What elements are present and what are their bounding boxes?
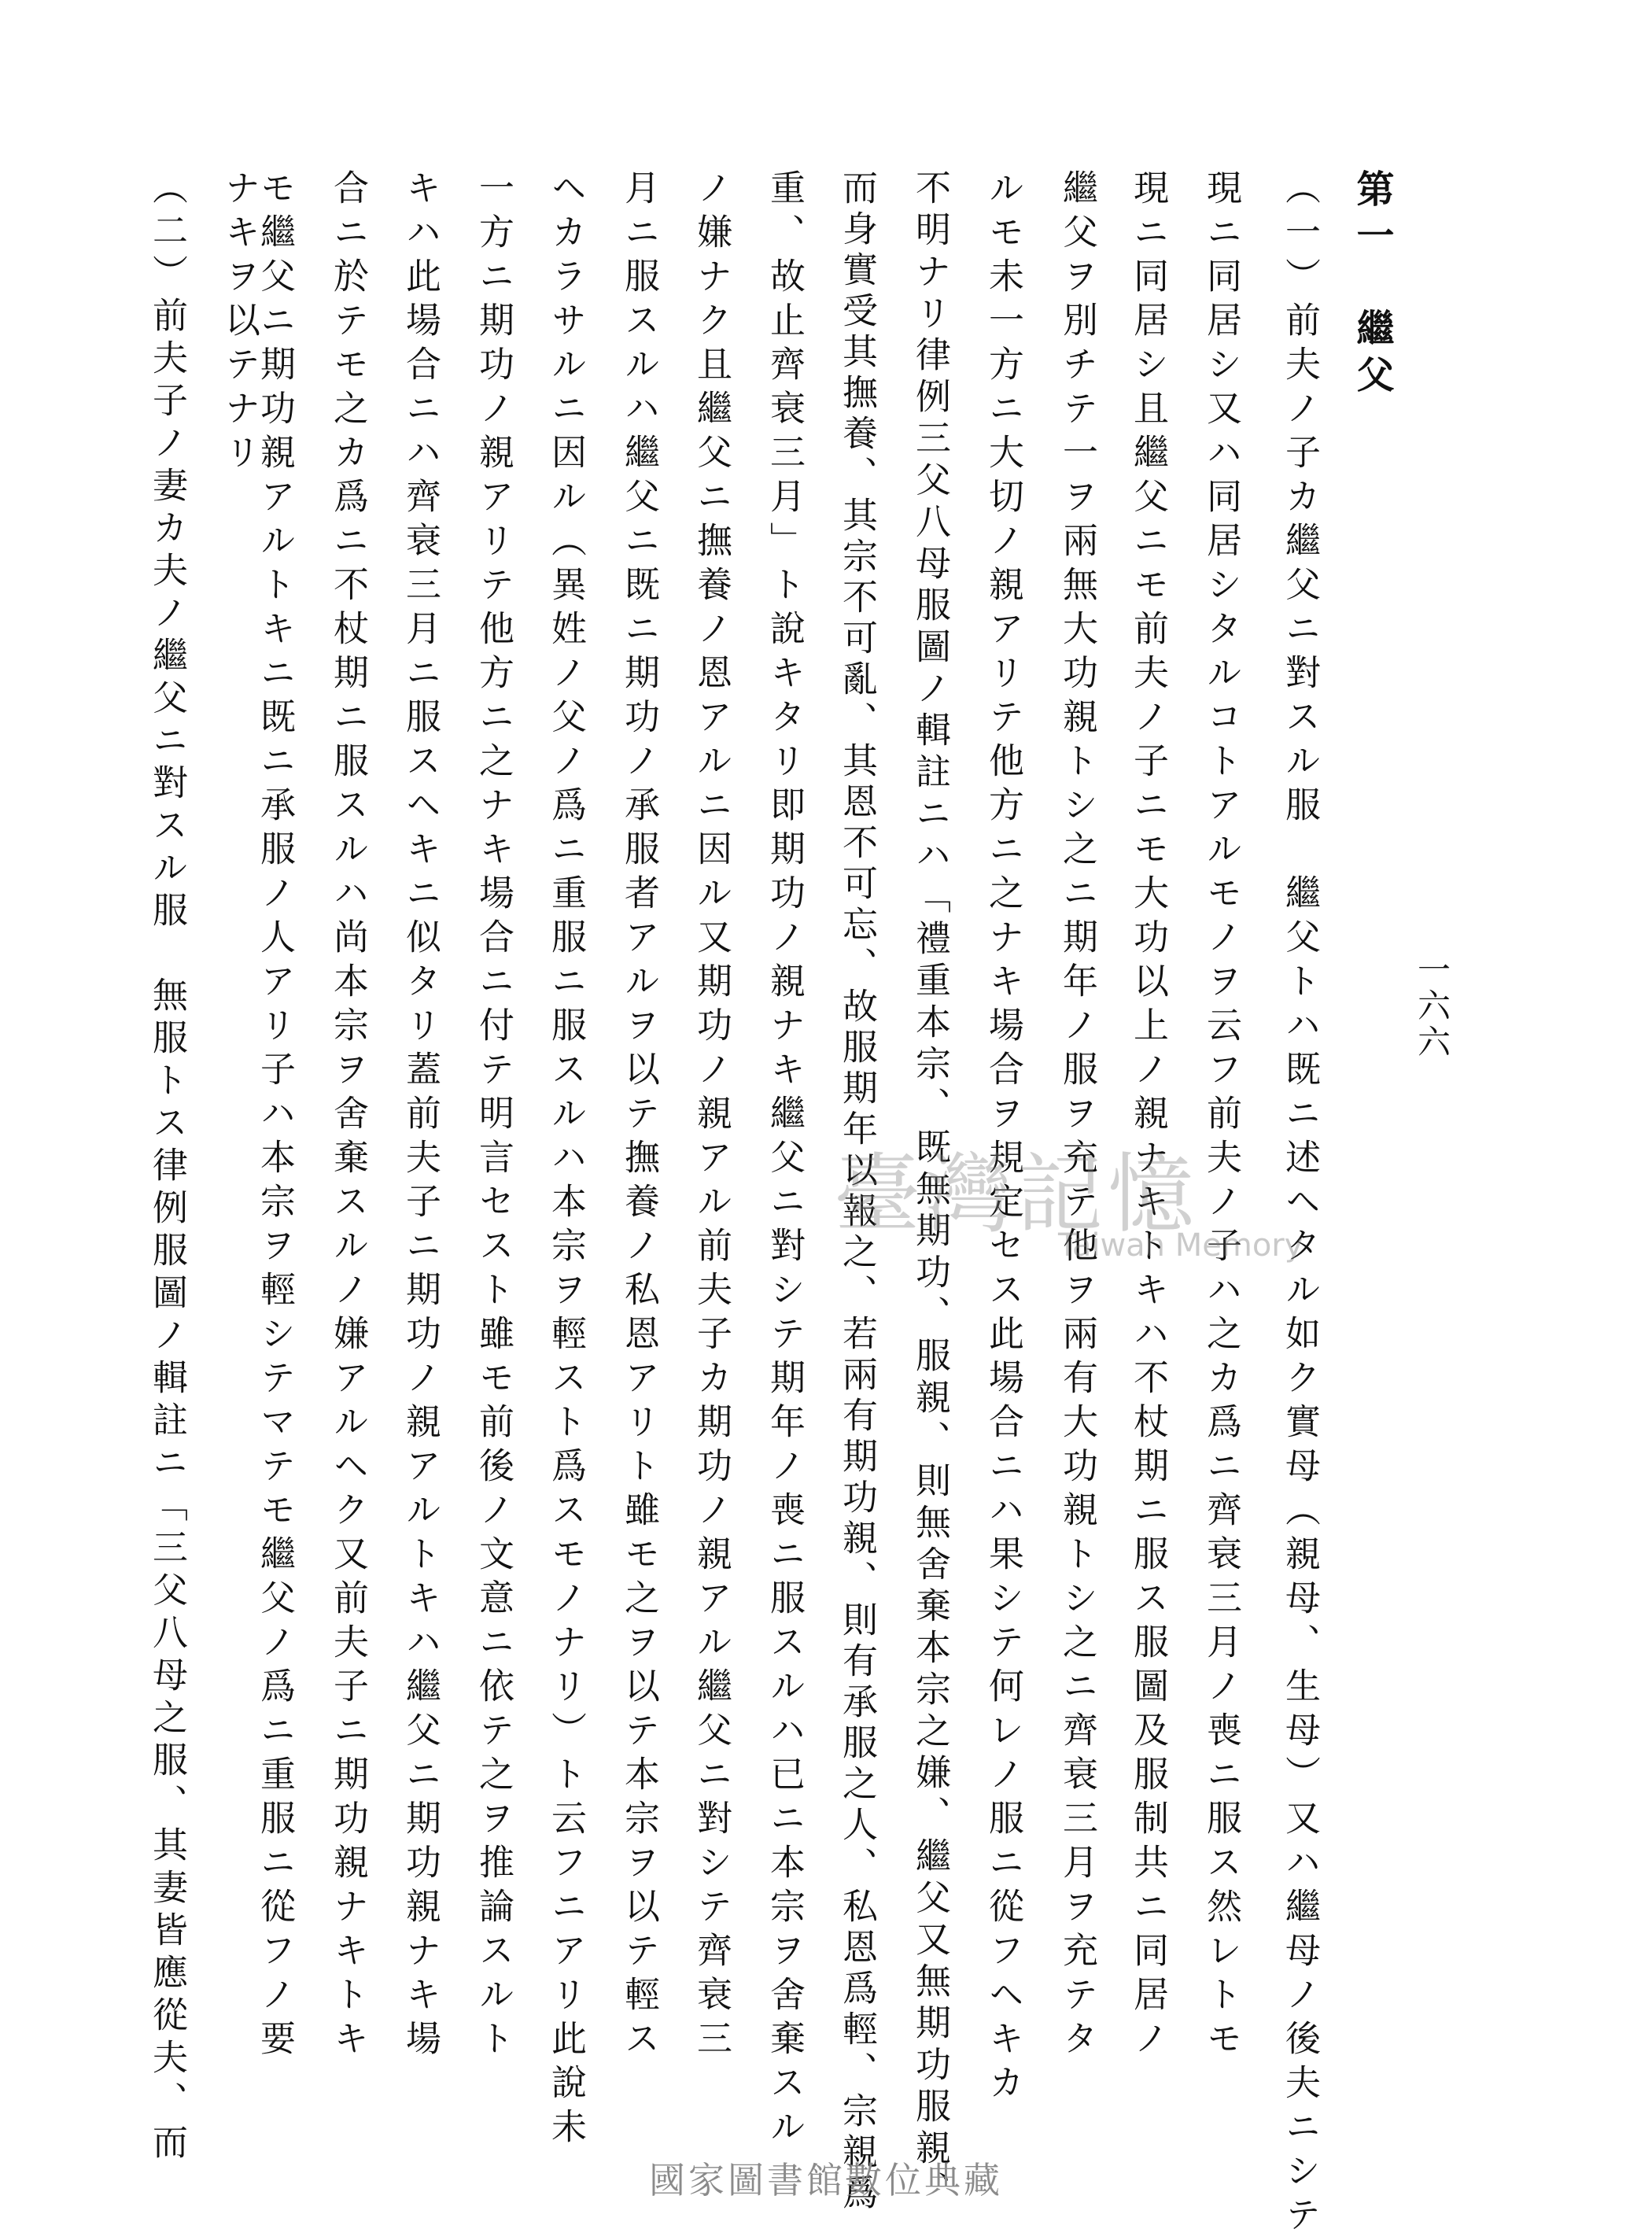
watermark-subtitle: Taiwan Memory (1058, 1227, 1304, 1264)
text-column: 合ニ於テモ之カ爲ニ不杖期ニ服スルハ尚本宗ヲ舍棄スルノ嫌アルヘク又前夫子ニ期功親ナキトキ (327, 169, 369, 2064)
text-column: ルモ未一方ニ大切ノ親アリテ他方ニ之ナキ場合ヲ規定セス此場合ニハ果シテ何レノ服ニ從フヘキカ (983, 169, 1024, 2108)
text-column: キハ此場合ニハ齊衰三月ニ服スヘキニ似タリ蓋前夫子ニ期功ノ親アルトキハ繼父ニ期功親ナキ場 (400, 169, 441, 2064)
watermark-logo: 臺灣記憶 (834, 1144, 1199, 1245)
text-column: 而身實受其撫養、其宗不可亂、其恩不可忘、故服期年以報之、若兩有期功親、則有承服之人、私恩爲輕、宗親爲 (836, 169, 878, 2215)
text-column: ノ嫌ナク且繼父ニ撫養ノ恩アルニ因ル又期功ノ親アル前夫子カ期功ノ親アル繼父ニ對シテ齊衰三 (691, 169, 732, 2064)
section-heading: 第一 繼父 (1350, 169, 1394, 401)
text-column: 月ニ服スルハ繼父ニ既ニ期功ノ承服者アルヲ以テ撫養ノ私恩アリト雖モ之ヲ以テ本宗ヲ以テ輕ス (618, 169, 660, 2064)
text-column: 一方ニ期功ノ親アリテ他方ニ之ナキ場合ニ付テ明言セスト雖モ前後ノ文意ニ依テ之ヲ推論スルト (473, 169, 514, 2064)
page-number: 一六六 (1413, 952, 1451, 1061)
text-column: 現ニ同居シ又ハ同居シタルコトアルモノヲ云フ前夫ノ子ハ之カ爲ニ齊衰三月ノ喪ニ服ス然レトモ (1200, 169, 1242, 2064)
text-column: 繼父ヲ別チテ一ヲ兩無大功親トシ之ニ期年ノ服ヲ充テ他ヲ兩有大功親トシ之ニ齊衰三月ヲ充テタ (1056, 169, 1098, 2064)
text-column: モ繼父ニ期功親アルトキニ既ニ承服ノ人アリ子ハ本宗ヲ輕シテマテモ繼父ノ爲ニ重服ニ從フノ要 (254, 169, 296, 2064)
text-column: （一）前夫ノ子カ繼父ニ對スル服 繼父トハ既ニ述ヘタル如ク實母（親母、生母）又ハ繼母ノ後夫ニシテ (1279, 169, 1321, 2240)
text-column: 現ニ同居シ且繼父ニモ前夫ノ子ニモ大功以上ノ親ナキトキハ不杖期ニ服ス服圖及服制共ニ同居ノ (1127, 169, 1169, 2064)
text-column: 不明ナリ律例三父八母服圖ノ輯註ニハ「禮重本宗、既無期功、服親、則無舍棄本宗之嫌、繼父又無期功服親、 (909, 169, 951, 2212)
text-column: ナキヲ以テナリ (219, 169, 260, 478)
footer-credit: 國家圖書館數位典藏 (649, 2159, 1003, 2201)
text-column: （二）前夫子ノ妻カ夫ノ繼父ニ對スル服 無服トス律例服圖ノ輯註ニ「三父八母之服、其妻皆應從夫、而 (146, 169, 188, 2166)
text-column: 重、故止齊衰三月」ト說キタリ即期功ノ親ナキ繼父ニ對シテ期年ノ喪ニ服スルハ已ニ本宗ヲ舍棄スル (764, 169, 806, 2152)
text-column: ヘカラサルニ因ル（異姓ノ父ノ爲ニ重服ニ服スルハ本宗ヲ輕スト爲スモノナリ）ト云フニアリ此說未 (545, 169, 587, 2152)
